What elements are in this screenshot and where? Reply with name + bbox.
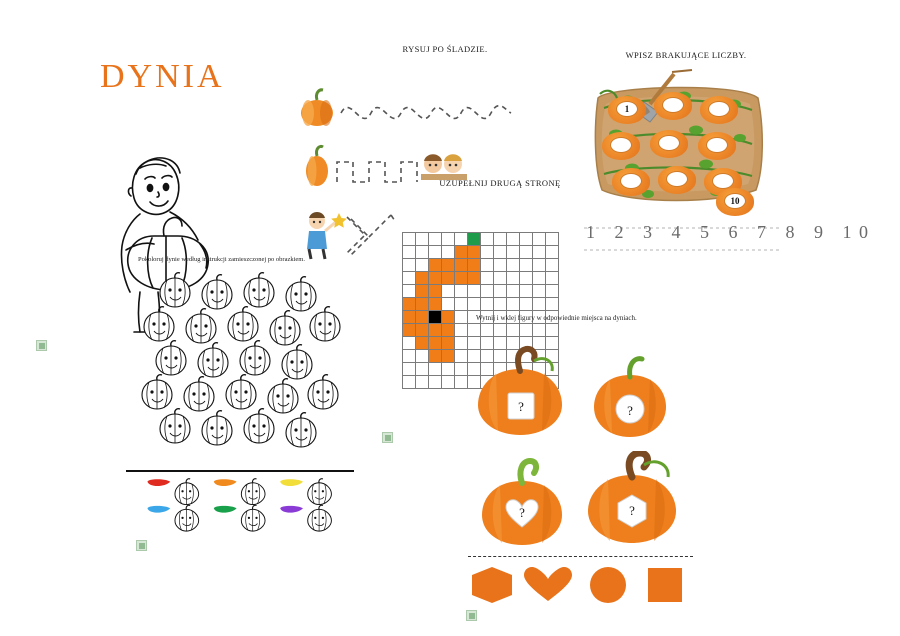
garden-hole-5[interactable] xyxy=(658,135,680,151)
pixel-cell[interactable] xyxy=(455,233,468,246)
cut-and-glue-caption: Wytnij i wklej figury w odpowiednie miejsca na dyniach. xyxy=(476,314,637,322)
pixel-cell[interactable] xyxy=(507,246,520,259)
garden-hole-3[interactable] xyxy=(708,101,730,117)
pixel-cell[interactable] xyxy=(494,272,507,285)
pumpkin-icon-small xyxy=(301,90,333,126)
pixel-cell[interactable] xyxy=(442,259,455,272)
pixel-cell[interactable] xyxy=(442,285,455,298)
pumpkin-slot-heart[interactable] xyxy=(472,455,572,550)
pixel-cell[interactable] xyxy=(429,272,442,285)
pixel-cell[interactable] xyxy=(403,259,416,272)
pixel-cell[interactable] xyxy=(403,350,416,363)
circle-cutout xyxy=(590,567,626,603)
pixel-grid-row xyxy=(403,259,559,272)
pixel-cell xyxy=(533,324,546,337)
pixel-cell[interactable] xyxy=(429,337,442,350)
pixel-cell[interactable] xyxy=(403,363,416,376)
pixel-cell[interactable] xyxy=(481,246,494,259)
trace-heading: RYSUJ PO ŚLADZIE. xyxy=(402,44,488,54)
pixel-cell[interactable] xyxy=(442,311,455,324)
pixel-cell[interactable] xyxy=(442,350,455,363)
pixel-cell xyxy=(507,324,520,337)
pixel-cell[interactable] xyxy=(468,246,481,259)
heart-cutout xyxy=(524,567,572,601)
garden-hole-7[interactable] xyxy=(620,173,642,189)
garden-hole-10[interactable]: 10 xyxy=(724,193,746,209)
child-with-star-icon xyxy=(307,212,347,259)
watermark xyxy=(136,540,147,551)
section-divider xyxy=(126,470,354,472)
pixel-cell[interactable] xyxy=(429,350,442,363)
pixel-cell[interactable] xyxy=(455,311,468,324)
pixel-grid-row xyxy=(403,246,559,259)
crayon-legend xyxy=(140,478,355,533)
pixel-cell[interactable] xyxy=(494,246,507,259)
pixel-cell[interactable] xyxy=(455,285,468,298)
pixel-cell[interactable] xyxy=(442,363,455,376)
pixel-cell[interactable] xyxy=(468,259,481,272)
pixel-grid-row xyxy=(403,233,559,246)
legend-pumpkin xyxy=(175,479,199,505)
pixel-cell[interactable] xyxy=(520,272,533,285)
pixel-cell xyxy=(533,246,546,259)
pixel-cell xyxy=(520,233,533,246)
missing-numbers-heading: WPISZ BRAKUJĄCE LICZBY. xyxy=(625,50,747,60)
pixel-cell xyxy=(520,324,533,337)
pixel-cell[interactable] xyxy=(507,233,520,246)
pixel-cell[interactable] xyxy=(429,324,442,337)
pixel-cell[interactable] xyxy=(455,272,468,285)
pixel-cell[interactable] xyxy=(416,324,429,337)
pixel-cell[interactable] xyxy=(403,298,416,311)
pixel-cell[interactable] xyxy=(442,324,455,337)
purple-crayon xyxy=(280,506,303,513)
pixel-cell[interactable] xyxy=(481,233,494,246)
pixel-cell xyxy=(546,246,559,259)
legend-pumpkin xyxy=(308,479,332,505)
black-white-pumpkins-grid xyxy=(128,272,353,462)
pixel-cell[interactable] xyxy=(520,285,533,298)
pixel-cell[interactable] xyxy=(533,272,546,285)
pixel-cell[interactable] xyxy=(494,259,507,272)
garden-hole-4[interactable] xyxy=(610,137,632,153)
pixel-cell[interactable] xyxy=(416,298,429,311)
pixel-cell[interactable] xyxy=(416,350,429,363)
pixel-cell[interactable] xyxy=(481,285,494,298)
pixel-cell[interactable] xyxy=(416,376,429,389)
pixel-cell[interactable] xyxy=(429,233,442,246)
pixel-grid-row xyxy=(403,298,559,311)
pixel-cell[interactable] xyxy=(468,285,481,298)
pixel-cell[interactable] xyxy=(416,259,429,272)
blue-crayon xyxy=(147,506,170,513)
orange-crayon xyxy=(214,479,237,486)
pixel-cell xyxy=(546,233,559,246)
pixel-cell[interactable] xyxy=(468,233,481,246)
pixel-cell[interactable] xyxy=(442,233,455,246)
pixel-cell[interactable] xyxy=(468,298,481,311)
hexagon-cutout xyxy=(472,567,512,603)
numberline-digits[interactable]: 1 2 3 4 5 6 7 8 9 10 xyxy=(586,222,876,242)
pixel-cell[interactable] xyxy=(455,350,468,363)
pixel-grid-row xyxy=(403,272,559,285)
pixel-cell[interactable] xyxy=(520,246,533,259)
pixel-cell xyxy=(546,285,559,298)
pixel-cell[interactable] xyxy=(455,246,468,259)
pixel-cell xyxy=(520,298,533,311)
pixel-cell xyxy=(494,324,507,337)
pixel-cell[interactable] xyxy=(416,337,429,350)
pixel-cell[interactable] xyxy=(429,311,442,324)
pixel-cell[interactable] xyxy=(494,233,507,246)
pixel-cell[interactable] xyxy=(416,272,429,285)
pixel-cell[interactable] xyxy=(546,272,559,285)
pixel-cell xyxy=(507,298,520,311)
legend-pumpkin xyxy=(175,505,199,531)
two-children-icon xyxy=(421,154,467,180)
pixel-cell[interactable] xyxy=(507,285,520,298)
pixel-cell[interactable] xyxy=(507,272,520,285)
garden-hole-8[interactable] xyxy=(666,171,688,187)
pixel-cell[interactable] xyxy=(455,363,468,376)
watermark xyxy=(36,340,47,351)
square-cutout xyxy=(648,568,682,602)
pumpkin-icon-tall xyxy=(306,146,328,186)
pixel-cell[interactable] xyxy=(429,285,442,298)
pixel-cell xyxy=(546,324,559,337)
pixel-cell xyxy=(533,233,546,246)
pixel-cell[interactable] xyxy=(403,233,416,246)
pixel-cell[interactable] xyxy=(442,376,455,389)
svg-text:?: ? xyxy=(629,503,635,518)
red-crayon xyxy=(147,479,170,486)
trace-row-square-wave xyxy=(295,138,545,198)
pixel-cell[interactable] xyxy=(403,311,416,324)
watermark xyxy=(382,432,393,443)
pixel-cell[interactable] xyxy=(442,272,455,285)
pixel-cell[interactable] xyxy=(442,337,455,350)
legend-pumpkin xyxy=(308,505,332,531)
pixel-cell[interactable] xyxy=(442,298,455,311)
pixel-cell[interactable] xyxy=(429,298,442,311)
pixel-cell[interactable] xyxy=(455,324,468,337)
pixel-cell[interactable] xyxy=(481,324,494,337)
pixel-cell[interactable] xyxy=(507,259,520,272)
pixel-grid-row xyxy=(403,324,559,337)
pixel-cell[interactable] xyxy=(416,233,429,246)
pixel-cell[interactable] xyxy=(429,376,442,389)
legend-pumpkin xyxy=(241,479,265,505)
pixel-grid-row xyxy=(403,285,559,298)
shape-cutouts[interactable] xyxy=(470,565,695,605)
pixel-cell[interactable] xyxy=(455,298,468,311)
pixel-cell[interactable] xyxy=(468,324,481,337)
page-title: DYNIA xyxy=(100,58,225,95)
pixel-cell[interactable] xyxy=(403,337,416,350)
pixel-cell xyxy=(546,259,559,272)
pixel-cell[interactable] xyxy=(494,285,507,298)
yellow-crayon xyxy=(280,479,303,486)
garden-hole-6[interactable] xyxy=(706,137,728,153)
pixel-cell[interactable] xyxy=(403,324,416,337)
pixel-cell[interactable] xyxy=(520,259,533,272)
svg-text:?: ? xyxy=(518,399,524,414)
svg-text:?: ? xyxy=(519,505,525,520)
pixel-cell xyxy=(533,298,546,311)
pixel-cell[interactable] xyxy=(481,259,494,272)
pumpkin-slot-circle[interactable] xyxy=(580,349,680,444)
pixel-cell[interactable] xyxy=(481,298,494,311)
pumpkin-slot-square[interactable] xyxy=(470,345,570,440)
garden-hole-1[interactable]: 1 xyxy=(616,101,638,117)
pumpkin-patch-illustration xyxy=(588,68,768,208)
second-side-heading: UZUPEŁNIJ DRUGĄ STRONĘ xyxy=(439,178,561,188)
pixel-cell[interactable] xyxy=(403,285,416,298)
pixel-cell[interactable] xyxy=(468,272,481,285)
watermark xyxy=(466,610,477,621)
cut-dashed-line xyxy=(468,556,693,557)
garden-hole-9[interactable] xyxy=(712,173,734,189)
svg-text:?: ? xyxy=(627,403,633,418)
pixel-cell[interactable] xyxy=(429,246,442,259)
green-crayon xyxy=(214,506,237,513)
pixel-cell[interactable] xyxy=(416,311,429,324)
pixel-cell[interactable] xyxy=(416,285,429,298)
pixel-cell[interactable] xyxy=(455,376,468,389)
pixel-cell xyxy=(533,285,546,298)
pixel-cell[interactable] xyxy=(403,376,416,389)
pumpkin-slot-hexagon[interactable] xyxy=(582,451,682,546)
trace-row-wave xyxy=(295,80,545,140)
pixel-cell[interactable] xyxy=(416,363,429,376)
big-pumpkins-with-cutout-slots xyxy=(470,345,690,545)
color-instruction-caption: Pokoloruj dynie według instrukcji zamieszczonej po obrazkiem. xyxy=(138,256,305,263)
pixel-cell[interactable] xyxy=(494,298,507,311)
pixel-cell[interactable] xyxy=(442,246,455,259)
legend-pumpkin xyxy=(241,505,265,531)
pixel-cell[interactable] xyxy=(416,246,429,259)
pixel-cell[interactable] xyxy=(403,272,416,285)
garden-hole-2[interactable] xyxy=(662,97,684,113)
pixel-cell[interactable] xyxy=(455,259,468,272)
pixel-cell[interactable] xyxy=(533,259,546,272)
pixel-cell[interactable] xyxy=(429,363,442,376)
pixel-cell[interactable] xyxy=(429,259,442,272)
pixel-cell[interactable] xyxy=(481,272,494,285)
pixel-cell xyxy=(546,298,559,311)
pixel-cell[interactable] xyxy=(403,246,416,259)
pixel-cell[interactable] xyxy=(455,337,468,350)
